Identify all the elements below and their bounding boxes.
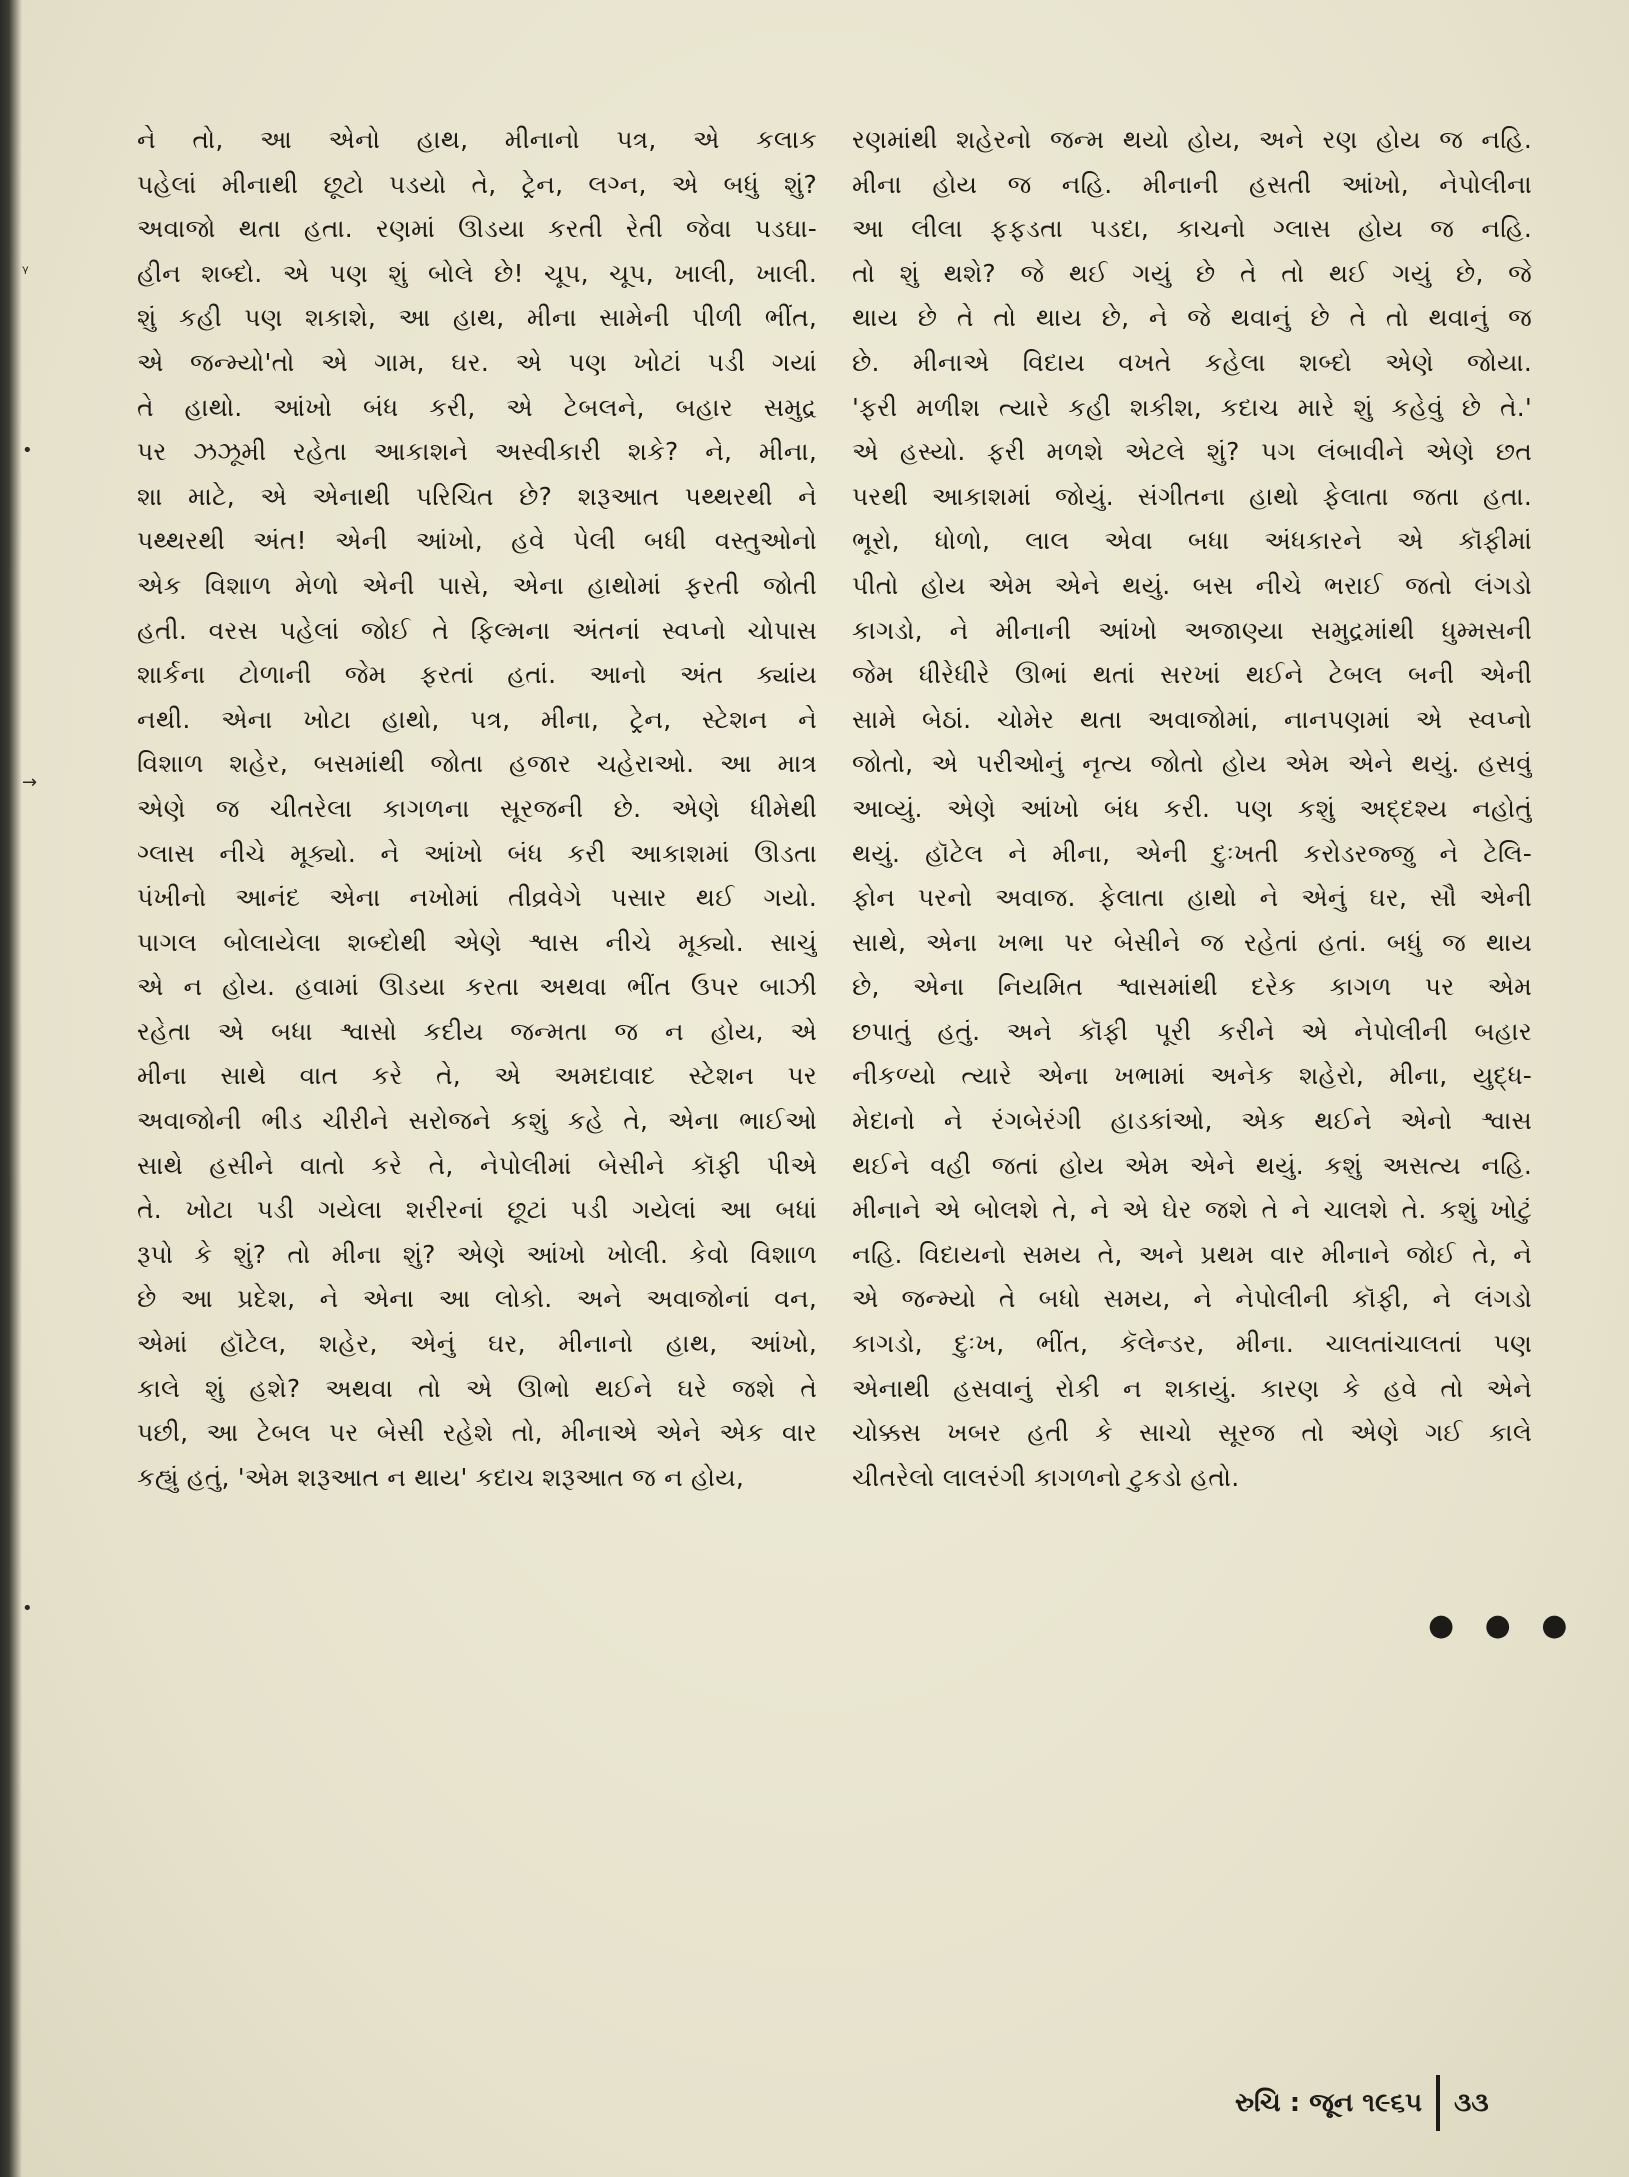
text-line: તો શું થશે? જે થઈ ગયું છે તે તો થઈ ગયું છે, જે — [852, 258, 1532, 288]
footer-divider — [1436, 2075, 1440, 2131]
text-line: નથી. એના ખોટા હાથો, પત્ર, મીના, ટ્રેન, સ્ટેશન ને — [137, 704, 817, 734]
text-line: રણમાંથી શહેરનો જન્મ થયો હોય, અને રણ હોય જ નહિ. — [852, 125, 1532, 154]
margin-mark: • — [22, 440, 33, 461]
page-number: ૩૩ — [1454, 2087, 1489, 2118]
text-line: પછી, આ ટેબલ પર બેસી રહેશે તો, મીનાએ એને એક વાર — [137, 1418, 817, 1448]
text-line: શા માટે, એ એનાથી પરિચિત છે? શરૂઆત પથ્થરથી ને — [137, 481, 817, 511]
text-line: પરથી આકાશમાં જોયું. સંગીતના હાથો ફેલાતા જતા હતા. — [852, 481, 1532, 511]
text-line: સાથે હસીને વાતો કરે તે, નેપોલીમાં બેસીને કૉફી પીએ — [137, 1150, 817, 1180]
text-line: મીના હોય જ નહિ. મીનાની હસતી આંખો, નેપોલીના — [852, 169, 1532, 199]
end-of-story-marker: ● ● ● — [1428, 1608, 1578, 1643]
text-line: કાલે શું હશે? અથવા તો એ ઊભો થઈને ઘરે જશે તે — [137, 1373, 817, 1403]
text-line: છે, એના નિયમિત શ્વાસમાંથી દરેક કાગળ પર એમ — [852, 972, 1532, 1002]
text-line: એ જન્મ્યો'તો એ ગામ, ઘર. એ પણ ખોટાં પડી ગયાં — [137, 347, 817, 377]
text-line: હતી. વરસ પહેલાં જોઈ તે ફિલ્મના અંતનાં સ્વપ્નો ચોપાસ — [137, 615, 817, 645]
text-line: હીન શબ્દો. એ પણ શું બોલે છે! ચૂપ, ચૂપ, ખાલી, ખાલી. — [137, 258, 817, 288]
text-line: પીતો હોય એમ એને થયું. બસ નીચે ભરાઈ જતો લંગડો — [852, 570, 1532, 600]
text-line: એ ન હોય. હવામાં ઊડયા કરતા અથવા ભીંત ઉપર બાઝી — [137, 972, 817, 1002]
text-line: એનાથી હસવાનું રોકી ન શકાયું. કારણ કે હવે તો એને — [852, 1373, 1532, 1403]
text-line: તે હાથો. આંખો બંધ કરી, એ ટેબલને, બહાર સમુદ્ર — [137, 392, 817, 422]
text-line: એ જન્મ્યો તે બધો સમય, ને નેપોલીની કૉફી, ને લંગડો — [852, 1284, 1532, 1314]
text-line: ચીતરેલો લાલરંગી કાગળનો ટુકડો હતો. — [852, 1462, 1240, 1492]
text-line: કાગડો, ને મીનાની આંખો અજાણ્યા સમુદ્રમાંથી ધુમ્મસની — [852, 615, 1532, 645]
text-line: ને તો, આ એનો હાથ, મીનાનો પત્ર, એ કલાક — [137, 125, 817, 154]
text-line: પહેલાં મીનાથી છૂટો પડયો તે, ટ્રેન, લગ્ન, એ બધું શું? — [137, 169, 817, 199]
text-line: થાય છે તે તો થાય છે, ને જે થવાનું છે તે તો થવાનું જ — [852, 303, 1532, 333]
text-line: જોતો, એ પરીઓનું નૃત્ય જોતો હોય એમ એને થયું. હસવું — [852, 749, 1532, 779]
text-line: થઈને વહી જતાં હોય એમ એને થયું. કશું અસત્ય નહિ. — [852, 1150, 1532, 1180]
margin-mark: ᵞ — [22, 262, 29, 283]
margin-mark: • — [22, 1598, 33, 1619]
text-line: આવ્યું. એણે આંખો બંધ કરી. પણ કશું અદ્દશ્ય નહોતું — [852, 793, 1532, 823]
text-line: છપાતું હતું. અને કૉફી પૂરી કરીને એ નેપોલીની બહાર — [852, 1016, 1532, 1046]
left-text-column — [137, 118, 817, 1500]
text-line: મીનાને એ બોલશે તે, ને એ ઘેર જશે તે ને ચાલશે તે. કશું ખોટું — [852, 1195, 1532, 1225]
page-edge-shadow — [0, 0, 22, 2177]
right-text-column — [852, 118, 1532, 1500]
text-line: પથ્થરથી અંત! એની આંખો, હવે પેલી બધી વસ્તુઓનો — [137, 526, 817, 556]
text-line: અવાજો થતા હતા. રણમાં ઊડયા કરતી રેતી જેવા પડઘા- — [137, 214, 817, 244]
text-line: ભૂરો, ધોળો, લાલ એવા બધા અંધકારને એ કૉફીમાં — [852, 526, 1532, 556]
text-line: જેમ ધીરેધીરે ઊભાં થતાં સરખાં થઈને ટેબલ બની એની — [852, 660, 1532, 690]
text-line: સાથે, એના ખભા પર બેસીને જ રહેતાં હતાં. બધું જ થાય — [852, 927, 1532, 957]
text-line: મીના સાથે વાત કરે તે, એ અમદાવાદ સ્ટેશન પર — [137, 1061, 817, 1091]
text-line: છે આ પ્રદેશ, ને એના આ લોકો. અને અવાજોનાં વન, — [137, 1284, 817, 1314]
text-line: એક વિશાળ મેળો એની પાસે, એના હાથોમાં ફરતી જોતી — [137, 570, 817, 600]
text-line: કાગડો, દુઃખ, ભીંત, કૅલેન્ડર, મીના. ચાલતાંચાલતાં પણ — [852, 1329, 1532, 1359]
text-line: થયું. હૉટેલ ને મીના, એની દુઃખતી કરોડરજ્જુ ને ટેલિ- — [852, 838, 1532, 868]
margin-mark: → — [22, 772, 38, 793]
text-line: ફોન પરનો અવાજ. ફેલાતા હાથો ને એનું ઘર, સૌ એની — [852, 883, 1532, 913]
text-line: પંખીનો આનંદ એના નખોમાં તીવ્રવેગે પસાર થઈ ગયો. — [137, 883, 817, 913]
text-line: શું કહી પણ શકાશે, આ હાથ, મીના સામેની પીળી ભીંત, — [137, 303, 817, 333]
text-line: ગ્લાસ નીચે મૂક્યો. ને આંખો બંધ કરી આકાશમાં ઊડતા — [137, 838, 817, 868]
text-line: સામે બેઠાં. ચોમેર થતા અવાજોમાં, નાનપણમાં એ સ્વપ્નો — [852, 704, 1532, 734]
magazine-issue: રુચિ : જૂન ૧૯૬૫ — [1235, 2087, 1423, 2118]
text-line: શાર્કના ટોળાની જેમ ફરતાં હતાં. આનો અંત ક્યાંય — [137, 660, 817, 690]
text-line: આ લીલા ફફડતા પડદા, કાચનો ગ્લાસ હોય જ નહિ. — [852, 214, 1532, 244]
page-footer — [1235, 2078, 1489, 2128]
text-line: પાગલ બોલાયેલા શબ્દોથી એણે શ્વાસ નીચે મૂક્યો. સાચું — [137, 927, 817, 957]
text-line: વિશાળ શહેર, બસમાંથી જોતા હજાર ચહેરાઓ. આ માત્ર — [137, 749, 817, 779]
text-line: 'ફરી મળીશ ત્યારે કહી શકીશ, કદાચ મારે શું કહેવું છે તે.' — [852, 392, 1532, 422]
text-line: એમાં હૉટેલ, શહેર, એનું ઘર, મીનાનો હાથ, આંખો, — [137, 1329, 817, 1359]
text-line: રૂપો કે શું? તો મીના શું? એણે આંખો ખોલી. કેવો વિશાળ — [137, 1239, 817, 1269]
text-line: એ હસ્યો. ફરી મળશે એટલે શું? પગ લંબાવીને એણે છત — [852, 437, 1532, 467]
text-line: પર ઝઝૂમી રહેતા આકાશને અસ્વીકારી શકે? ને, મીના, — [137, 437, 817, 467]
text-line: એણે જ ચીતરેલા કાગળના સૂરજની છે. એણે ધીમેથી — [137, 793, 817, 823]
text-line: અવાજોની ભીડ ચીરીને સરોજને કશું કહે તે, એના ભાઈઓ — [137, 1106, 817, 1136]
text-line: નહિ. વિદાયનો સમય તે, અને પ્રથમ વાર મીનાને જોઈ તે, ને — [852, 1239, 1532, 1269]
text-line: ચોક્કસ ખબર હતી કે સાચો સૂરજ તો એણે ગઈ કાલે — [852, 1418, 1532, 1448]
text-line: તે. ખોટા પડી ગયેલા શરીરનાં છૂટાં પડી ગયેલાં આ બધાં — [137, 1195, 817, 1225]
text-line: નીકળ્યો ત્યારે એના ખભામાં અનેક શહેરો, મીના, યુદ્ધ- — [852, 1061, 1532, 1091]
text-line: છે. મીનાએ વિદાય વખતે કહેલા શબ્દો એણે જોયા. — [852, 347, 1532, 377]
text-line: રહેતા એ બધા શ્વાસો કદીય જન્મતા જ ન હોય, એ — [137, 1016, 817, 1046]
text-line: મેદાનો ને રંગબેરંગી હાડકાંઓ, એક થઈને એનો શ્વાસ — [852, 1106, 1532, 1136]
text-line: કહ્યું હતું, 'એમ શરૂઆત ન થાય' કદાચ શરૂઆત જ ન હોય, — [137, 1462, 745, 1492]
